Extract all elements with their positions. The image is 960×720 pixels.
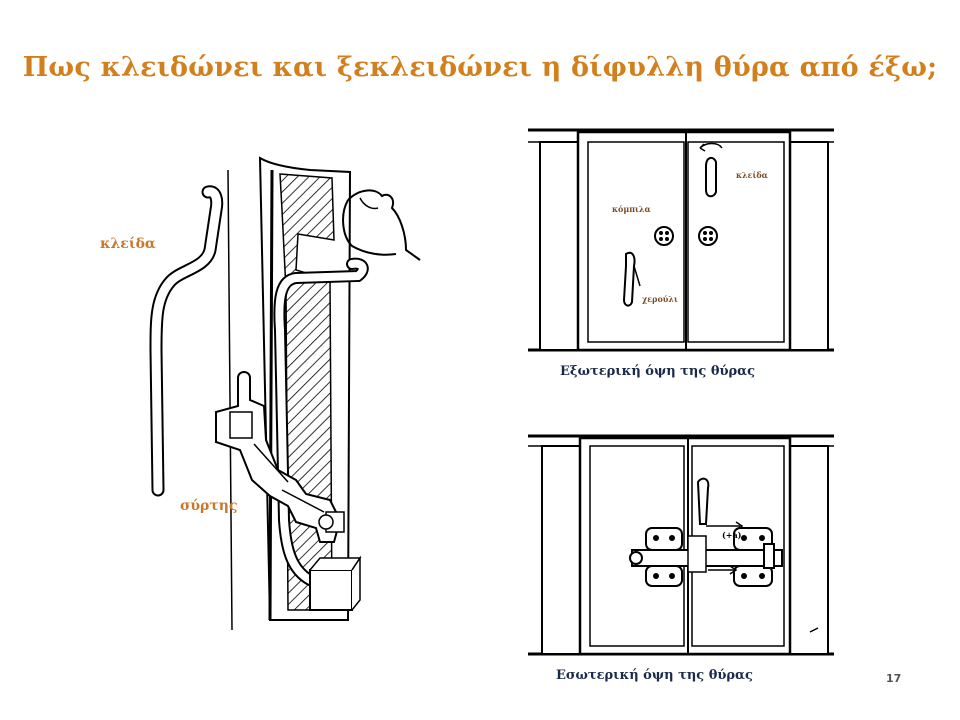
exterior-caption: Εξωτερική όψη της θύρας — [560, 364, 756, 379]
slide-title: Πως κλειδώνει και ξεκλειδώνει η δίφυλλη θύρα από έξω; — [22, 52, 938, 83]
interior-arrow-label: (+a) — [722, 530, 742, 540]
interior-door-illustration — [528, 432, 838, 662]
interior-caption: Εσωτερική όψη της θύρας — [556, 668, 753, 683]
exterior-keyhole-label: κόμπιλα — [612, 204, 651, 214]
exterior-key-label: κλείδα — [736, 170, 768, 180]
page-number: 17 — [886, 672, 902, 685]
exterior-door-illustration — [528, 126, 838, 358]
exterior-handle-label: χερούλι — [642, 294, 678, 304]
left-door-lock-illustration — [120, 150, 440, 640]
left-key-label: κλείδα — [100, 236, 156, 252]
left-bolt-label: σύρτης — [180, 498, 238, 514]
